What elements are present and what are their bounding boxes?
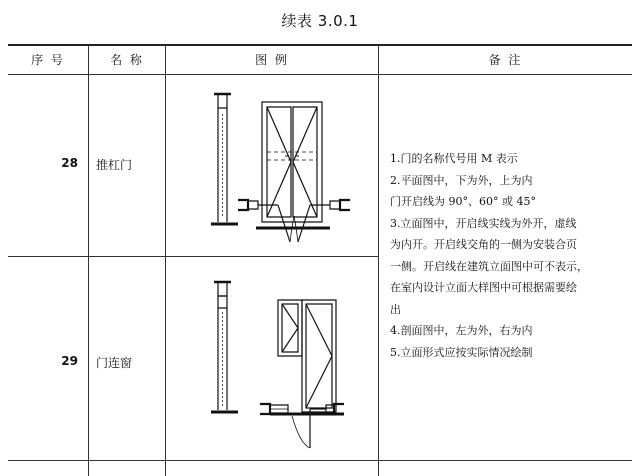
remark-line: 出 (390, 302, 401, 316)
remarks-text (390, 148, 626, 363)
remark-line: 1.门的名称代号用 M 表示 (390, 152, 518, 165)
header-legend: 图 例 (255, 53, 289, 67)
table-title: 续表 3.0.1 (281, 12, 359, 30)
row-name: 推杠门 (96, 158, 133, 172)
column-divider (88, 46, 89, 476)
row-number: 29 (61, 354, 78, 368)
door-window-section-drawing (208, 278, 248, 420)
row-rule (8, 460, 632, 461)
remark-line: 为内开。开启线交角的一侧为安装合页 (390, 238, 577, 251)
remark-line: 5.立面形式应按实际情况绘制 (390, 345, 533, 359)
remark-line: 门开启线为 90°、60° 或 45° (390, 195, 536, 208)
door-window-plan-drawing (256, 400, 348, 456)
header-rule (8, 74, 632, 75)
push-bar-door-plan-drawing (234, 196, 354, 248)
remark-line: 一侧。开启线在建筑立面图中可不表示， (390, 259, 588, 273)
row-number: 28 (61, 156, 78, 170)
column-divider (165, 46, 166, 476)
header-no: 序 号 (31, 53, 65, 67)
remark-line: 在室内设计立面大样图中可根据需要绘 (390, 281, 577, 294)
column-divider (378, 46, 379, 476)
row-name: 门连窗 (96, 356, 133, 370)
remark-line: 2.平面图中，下为外，上为内 (390, 173, 533, 187)
row-rule (8, 256, 378, 257)
header-remarks: 备 注 (488, 53, 523, 67)
header-name: 名 称 (110, 53, 144, 67)
legend-table (8, 44, 632, 476)
remark-line: 4.剖面图中，左为外，右为内 (390, 324, 533, 337)
remark-line: 3.立面图中，开启线实线为外开，虚线 (390, 216, 577, 230)
